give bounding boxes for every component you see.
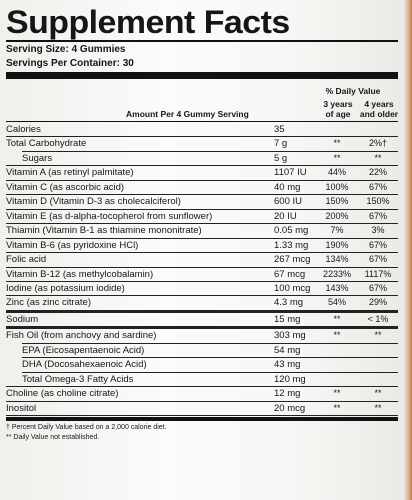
dv-3-years: ** <box>333 402 341 413</box>
table-row <box>6 373 398 387</box>
nutrient-amount: 12 mg <box>274 388 301 400</box>
table-row <box>6 329 398 343</box>
nutrient-amount: 1.33 mg <box>274 239 309 251</box>
table-row <box>6 387 398 401</box>
nutrient-amount: 35 <box>274 124 285 135</box>
table-row <box>6 210 398 224</box>
dv-4-years: ** <box>374 152 382 163</box>
dv-4-years: ** <box>374 402 382 413</box>
dv-4-years: 67% <box>368 282 387 293</box>
nutrient-amount: 7 g <box>274 138 288 150</box>
nutrient-name: Zinc (as zinc citrate) <box>6 297 91 309</box>
nutrient-name: Total Carbohydrate <box>6 138 87 150</box>
nutrient-name: EPA (Eicosapentaenoic Acid) <box>22 344 145 356</box>
servings-per-container: Servings Per Container: 30 <box>6 58 134 69</box>
nutrient-name: Total Omega-3 Fatty Acids <box>22 373 134 385</box>
table-row <box>6 239 398 253</box>
dv-4-years: ** <box>374 330 382 341</box>
nutrient-name: Vitamin A (as retinyl palmitate) <box>6 167 134 179</box>
table-row <box>6 152 398 166</box>
footnote-not-established: ** Daily Value not established. <box>6 434 100 441</box>
supplement-facts-panel <box>6 0 404 500</box>
table-row <box>6 268 398 282</box>
nutrient-amount: 267 mcg <box>274 254 311 266</box>
table-row <box>6 181 398 195</box>
dv-4-years: 67% <box>368 210 387 221</box>
dv-col1-header-1: 3 years <box>323 99 353 109</box>
nutrient-name: Choline (as choline citrate) <box>6 388 119 400</box>
nutrient-amount: 20 IU <box>274 210 297 222</box>
amount-header: Amount Per 4 Gummy Serving <box>126 109 249 119</box>
thick-rule-top <box>6 72 398 79</box>
dv-4-years: 67% <box>368 181 387 192</box>
nutrient-name: Vitamin D (Vitamin D-3 as cholecalciferol) <box>6 196 181 208</box>
nutrient-name: Thiamin (Vitamin B-1 as thiamine mononitrate) <box>6 225 202 237</box>
nutrient-amount: 20 mcg <box>274 402 306 414</box>
dv-3-years: ** <box>333 152 341 163</box>
nutrient-name: Vitamin B-12 (as methylcobalamin) <box>6 268 154 280</box>
dv-3-years: ** <box>333 313 341 324</box>
dv-4-years: 67% <box>368 254 387 265</box>
nutrient-amount: 54 mg <box>274 344 301 356</box>
nutrient-name: Calories <box>6 124 41 135</box>
table-row <box>6 296 398 310</box>
panel-title: Supplement Facts <box>6 4 290 40</box>
thick-rule-bottom <box>6 417 398 421</box>
dv-col1-header-2: of age <box>325 109 351 119</box>
table-row <box>6 313 398 327</box>
table-row <box>6 253 398 267</box>
dv-3-years: 200% <box>325 210 349 221</box>
nutrient-name: Sugars <box>22 152 53 164</box>
dv-3-years: 134% <box>325 254 349 265</box>
nutrient-amount: 600 IU <box>274 196 302 208</box>
dv-col2-header-2: and older <box>359 109 399 119</box>
row-divider <box>6 415 398 416</box>
table-row <box>6 282 398 296</box>
table-row <box>6 402 398 416</box>
serving-size: Serving Size: 4 Gummies <box>6 44 126 55</box>
nutrient-amount: 40 mg <box>274 181 301 193</box>
dv-4-years: ** <box>374 388 382 399</box>
dv-4-years: 22% <box>368 167 387 178</box>
nutrient-name: Sodium <box>6 313 39 325</box>
table-row <box>6 224 398 238</box>
nutrient-amount: 303 mg <box>274 330 306 342</box>
bottle-edge <box>404 0 412 500</box>
nutrient-name: Fish Oil (from anchovy and sardine) <box>6 330 157 342</box>
nutrient-amount: 100 mcg <box>274 282 311 294</box>
nutrient-name: Inositol <box>6 402 37 414</box>
dv-4-years: 3% <box>371 225 385 236</box>
dv-4-years: 1117% <box>364 268 392 279</box>
dv-3-years: 190% <box>325 239 349 250</box>
footnote-percent: † Percent Daily Value based on a 2,000 calorie diet. <box>6 424 167 431</box>
nutrient-name: Iodine (as potassium iodide) <box>6 282 125 294</box>
title-rule <box>6 40 398 42</box>
dv-3-years: 100% <box>325 181 349 192</box>
dv-col2-header-1: 4 years <box>364 99 394 109</box>
table-row <box>6 137 398 151</box>
dv-4-years: 67% <box>368 239 387 250</box>
nutrient-amount: 5 g <box>274 152 288 164</box>
table-row <box>6 358 398 372</box>
dv-3-years: ** <box>333 388 341 399</box>
dv-3-years: 2233% <box>322 268 352 279</box>
nutrient-amount: 120 mg <box>274 373 306 385</box>
dv-3-years: ** <box>333 330 341 341</box>
nutrient-amount: 4.3 mg <box>274 297 304 309</box>
nutrient-amount: 1107 IU <box>274 167 307 179</box>
dv-4-years: 29% <box>368 297 387 308</box>
nutrient-name: DHA (Docosahexaenoic Acid) <box>22 359 147 371</box>
daily-value-header: % Daily Value <box>325 86 381 96</box>
nutrient-amount: 43 mg <box>274 359 301 371</box>
table-row <box>6 344 398 358</box>
table-row <box>6 195 398 209</box>
dv-3-years: 54% <box>327 297 346 308</box>
nutrient-name: Vitamin B-6 (as pyridoxine HCl) <box>6 239 139 251</box>
dv-3-years: 7% <box>330 225 344 236</box>
table-row <box>6 123 398 137</box>
nutrient-name: Vitamin C (as ascorbic acid) <box>6 181 125 193</box>
nutrient-amount: 15 mg <box>274 313 301 325</box>
header-rule <box>6 121 398 122</box>
nutrient-name: Vitamin E (as d-alpha-tocopherol from sunflower) <box>6 210 213 222</box>
dv-4-years: < 1% <box>367 313 389 324</box>
dv-4-years: 2%† <box>368 138 387 149</box>
dv-4-years: 150% <box>366 196 390 207</box>
nutrient-name: Folic acid <box>6 254 47 266</box>
dv-3-years: ** <box>333 138 341 149</box>
dv-3-years: 150% <box>325 196 349 207</box>
nutrient-amount: 0.05 mg <box>274 225 309 237</box>
dv-3-years: 44% <box>327 167 346 178</box>
nutrient-amount: 67 mcg <box>274 268 306 280</box>
table-row <box>6 166 398 180</box>
dv-3-years: 143% <box>325 282 349 293</box>
